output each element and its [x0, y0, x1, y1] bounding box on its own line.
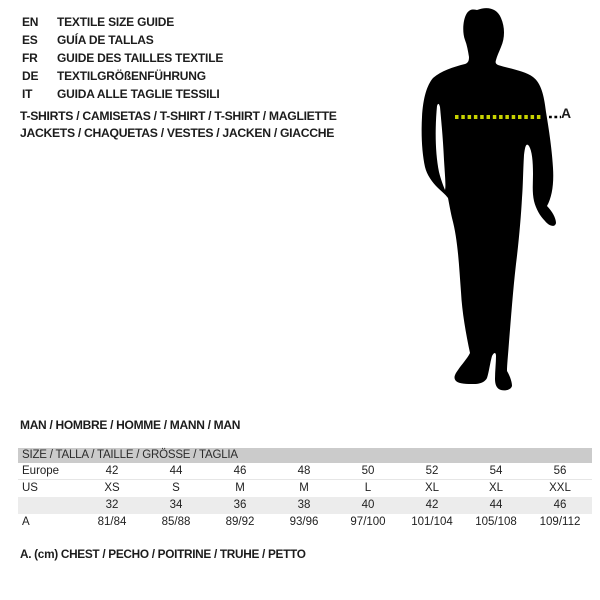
- table-cell: 46: [233, 465, 247, 477]
- measurement-footnote: A. (cm) CHEST / PECHO / POITRINE / TRUHE / PETTO: [20, 547, 306, 561]
- list-item: [22, 31, 223, 49]
- table-cell: XL: [488, 482, 504, 494]
- table-row-a-chest: [18, 514, 592, 531]
- garment-types-jackets: JACKETS / CHAQUETAS / VESTES / JACKEN / GIACCHE: [20, 126, 335, 140]
- table-cell: S: [172, 482, 180, 494]
- table-cell: 52: [425, 465, 439, 477]
- language-title: GUIDE DES TAILLES TEXTILE: [57, 51, 224, 65]
- language-title: GUIDA ALLE TAGLIE TESSILI: [57, 87, 220, 101]
- table-cell: 81/84: [97, 516, 127, 528]
- table-cell: M: [235, 482, 245, 494]
- table-cell: 46: [553, 499, 567, 511]
- size-table-header: SIZE / TALLA / TAILLE / GRÖSSE / TAGLIA: [18, 448, 592, 463]
- size-table: [18, 448, 592, 531]
- table-cell: XXL: [549, 482, 571, 494]
- row-label: Europe: [22, 465, 60, 477]
- list-item: [22, 13, 223, 31]
- table-cell: 50: [361, 465, 375, 477]
- man-silhouette: [395, 0, 600, 400]
- table-cell: 48: [297, 465, 311, 477]
- row-label: US: [22, 482, 38, 494]
- table-row-intl: [18, 497, 592, 514]
- language-title: GUÍA DE TALLAS: [57, 33, 154, 47]
- language-code: FR: [22, 51, 38, 65]
- measurement-label-a: A: [561, 105, 572, 121]
- section-title-man: MAN / HOMBRE / HOMME / MANN / MAN: [20, 418, 241, 432]
- table-cell: L: [364, 482, 372, 494]
- list-item: [22, 67, 223, 85]
- table-cell: 89/92: [225, 516, 255, 528]
- list-item: [22, 85, 223, 103]
- table-cell: 44: [169, 465, 183, 477]
- table-row-us: [18, 480, 592, 497]
- man-silhouette-shape: [422, 8, 556, 390]
- table-cell: 42: [425, 499, 439, 511]
- table-cell: 34: [169, 499, 183, 511]
- table-cell: XL: [424, 482, 440, 494]
- language-code: ES: [22, 33, 38, 47]
- garment-types-tshirts: T-SHIRTS / CAMISETAS / T-SHIRT / T-SHIRT / MAGLIETTE: [20, 109, 337, 123]
- table-cell: 40: [361, 499, 375, 511]
- list-item: [22, 49, 223, 67]
- table-cell: 93/96: [289, 516, 319, 528]
- language-guide-list: [22, 13, 223, 103]
- table-cell: 85/88: [161, 516, 191, 528]
- table-cell: 109/112: [539, 516, 581, 528]
- table-cell: XS: [104, 482, 120, 494]
- table-cell: 105/108: [475, 516, 517, 528]
- row-label: A: [22, 516, 30, 528]
- table-cell: 44: [489, 499, 503, 511]
- row-label: [18, 497, 80, 514]
- table-cell: 32: [105, 499, 119, 511]
- table-cell: 54: [489, 465, 503, 477]
- table-cell: 38: [297, 499, 311, 511]
- table-row-europe: [18, 463, 592, 480]
- language-code: EN: [22, 15, 39, 29]
- language-title: TEXTILE SIZE GUIDE: [57, 15, 175, 29]
- table-cell: 97/100: [350, 516, 386, 528]
- language-code: IT: [22, 87, 33, 101]
- table-cell: 101/104: [411, 516, 453, 528]
- table-cell: M: [299, 482, 309, 494]
- table-cell: 56: [553, 465, 567, 477]
- table-cell: 42: [105, 465, 119, 477]
- table-cell: 36: [233, 499, 247, 511]
- language-title: TEXTILGRÖßENFÜHRUNG: [57, 69, 206, 83]
- language-code: DE: [22, 69, 39, 83]
